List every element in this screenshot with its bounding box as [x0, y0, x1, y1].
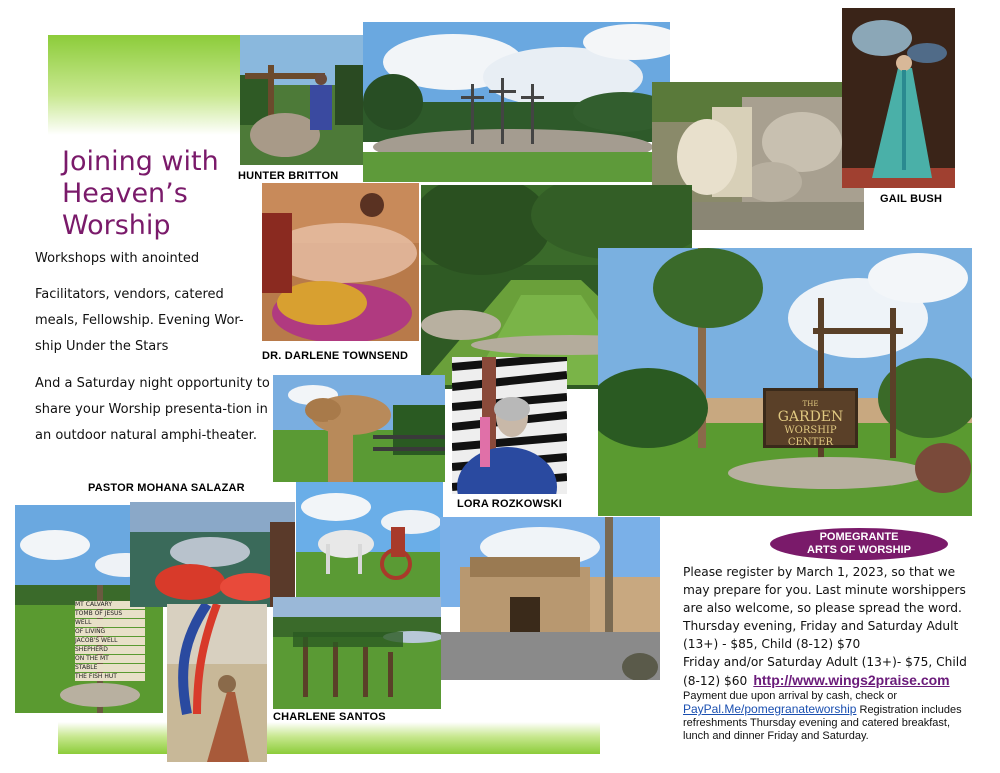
top-green-band: [48, 35, 248, 135]
title-line-2: Heaven’s: [62, 178, 188, 209]
registration-pricing-2: [683, 653, 973, 690]
photo-hunter-britton: [240, 35, 363, 165]
signpost-label: THE FISH HUT: [75, 673, 145, 681]
sign-text-line-1: THE: [802, 400, 819, 408]
photo-building: [440, 517, 660, 680]
pomegranate-badge: [770, 528, 948, 560]
photo-vineyard: [273, 597, 441, 709]
bottom-green-band: [58, 722, 600, 754]
website-link[interactable]: http://www.wings2praise.com: [753, 672, 950, 688]
signpost-label: TOMB OF JESUS: [75, 610, 145, 618]
flyer-title: [62, 146, 252, 242]
registration-pricing-1: Thursday evening, Friday and Saturday Adult (13+) - $85, Child (8-12) $70: [683, 619, 959, 651]
registration-info: [683, 563, 973, 743]
caption-charlene-santos: CHARLENE SANTOS: [273, 711, 386, 723]
signpost-labels: [75, 600, 145, 682]
signpost-label: WELL: [75, 619, 145, 627]
intro-line-1: Workshops with anointed: [35, 251, 200, 266]
payment-info: [683, 690, 973, 743]
photo-chariot-statue: [296, 482, 443, 597]
caption-darlene-townsend: DR. DARLENE TOWNSEND: [262, 350, 409, 362]
photo-garden-sign: [598, 248, 972, 516]
photo-darlene-townsend: [262, 183, 419, 341]
signpost-label: SHEPHERD: [75, 646, 145, 654]
title-line-3: Worship: [62, 210, 171, 241]
photo-camel: [273, 375, 445, 482]
signpost-label: ON THE MT: [75, 655, 145, 663]
photo-three-crosses: [363, 22, 670, 182]
caption-gail-bush: GAIL BUSH: [880, 193, 943, 205]
photo-lora-rozkowski: [452, 357, 567, 494]
badge-line-1: POMEGRANTE: [819, 531, 899, 543]
signpost-label: MT CALVARY: [75, 601, 145, 609]
photo-gail-bush: [842, 8, 955, 188]
caption-mohana-salazar: PASTOR MOHANA SALAZAR: [88, 482, 245, 494]
signpost-label: OF LIVING: [75, 628, 145, 636]
signpost-label: STABLE: [75, 664, 145, 672]
photo-banner-dancer: [167, 604, 267, 762]
title-line-1: Joining with: [62, 146, 219, 177]
payment-text-2: Registration includes refreshments Thursday evening and catered breakfast, lunch and dinner Friday and Saturday.: [683, 704, 962, 742]
caption-hunter-britton: HUNTER BRITTON: [238, 170, 339, 182]
registration-paragraph-1: Please register by March 1, 2023, so that we may prepare for you. Last minute worshippers are also welcome, so please spread the word.: [683, 565, 966, 615]
registration-pricing-2-text: Friday and/or Saturday Adult (13+)- $75, Child (8-12) $60: [683, 655, 967, 688]
intro-paragraph-2: Facilitators, vendors, catered meals, Fellowship. Evening Wor-ship Under the Stars: [35, 287, 244, 354]
intro-paragraph-3: And a Saturday night opportunity to share your Worship presenta-tion in an outdoor natural amphi-theater.: [35, 376, 270, 443]
sign-text-line-3: WORSHIP CENTER: [784, 425, 837, 448]
payment-text-1: Payment due upon arrival by cash, check or: [683, 690, 898, 702]
badge-line-2: ARTS OF WORSHIP: [807, 544, 911, 556]
sign-text-line-2: GARDEN: [777, 409, 844, 425]
sign-text: [768, 398, 853, 449]
paypal-link[interactable]: PayPal.Me/pomegranateworship: [683, 702, 857, 716]
photo-flag-dancers: [130, 502, 295, 607]
caption-lora-rozkowski: LORA ROZKOWSKI: [457, 498, 563, 510]
signpost-label: JACOB'S WELL: [75, 637, 145, 645]
